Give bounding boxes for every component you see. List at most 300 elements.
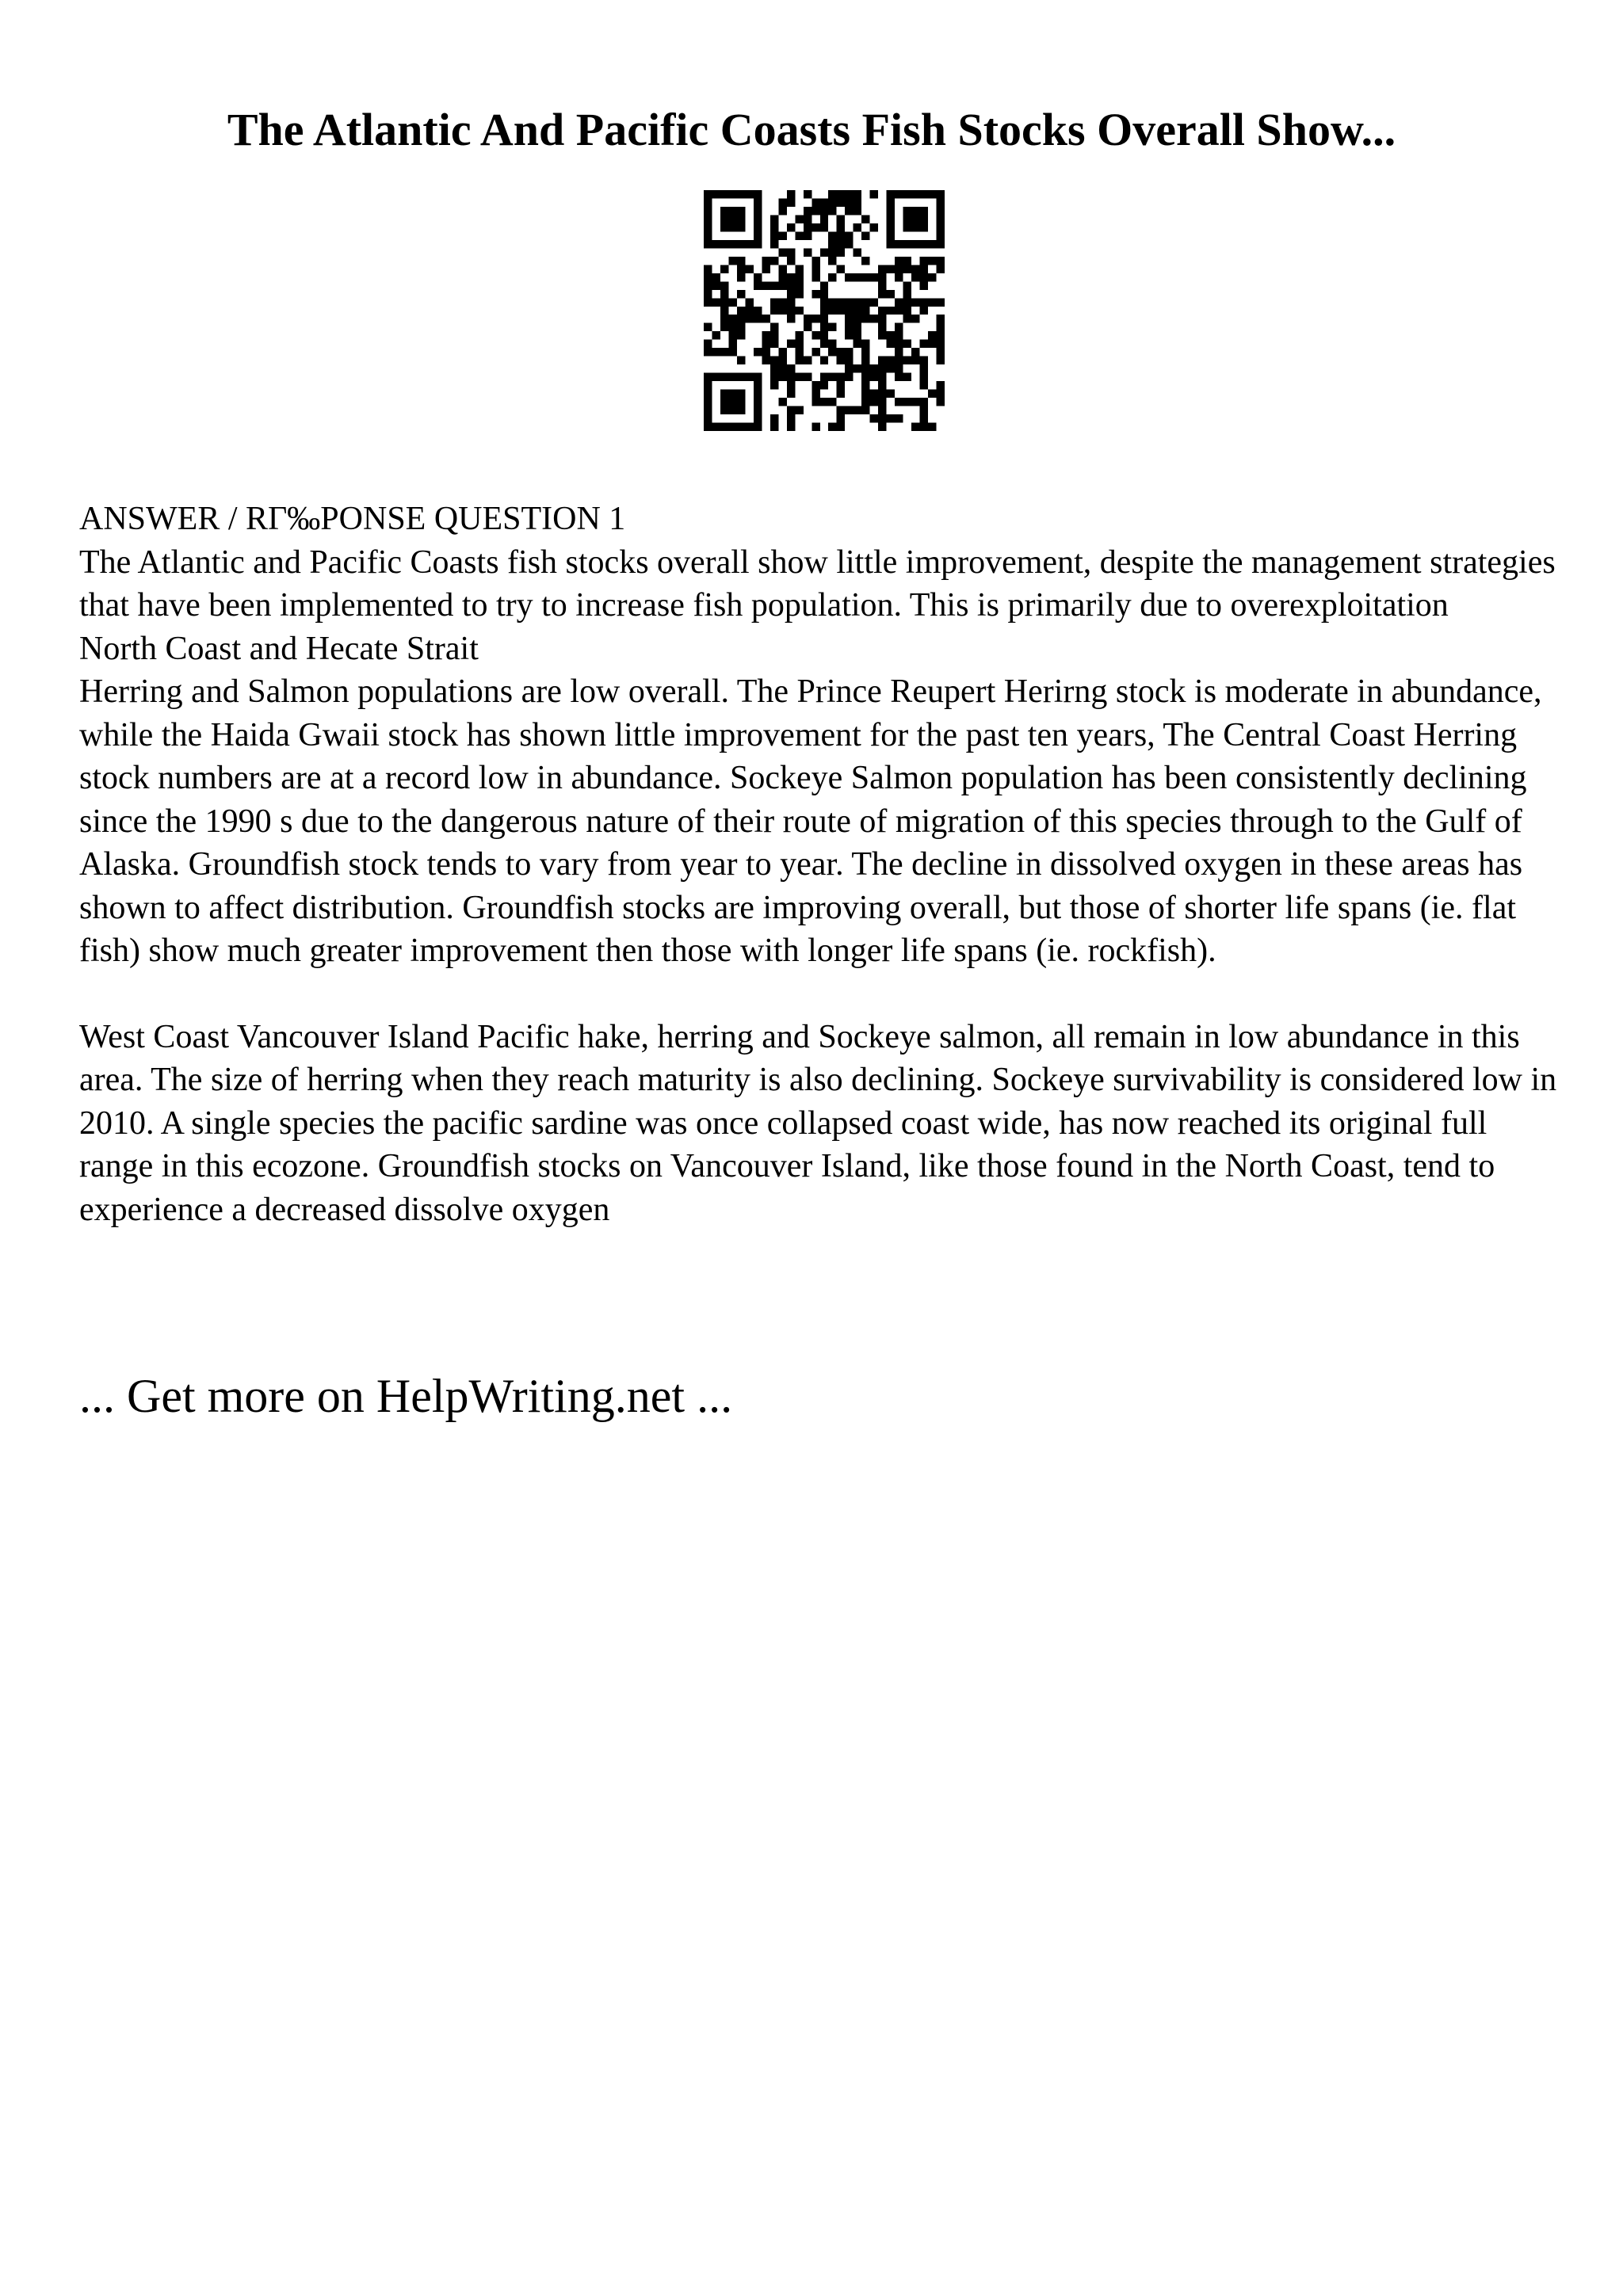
qr-module — [787, 190, 795, 198]
qr-module — [845, 331, 853, 339]
qr-module — [812, 290, 819, 298]
qr-module — [895, 348, 903, 356]
qr-module — [911, 315, 919, 322]
qr-module — [720, 223, 728, 231]
qr-module — [778, 373, 786, 381]
qr-module — [828, 231, 836, 239]
qr-module — [720, 315, 728, 322]
qr-module — [704, 215, 712, 223]
qr-module — [795, 231, 803, 239]
qr-module — [878, 273, 886, 281]
qr-module — [754, 315, 762, 322]
qr-module — [854, 323, 861, 331]
qr-module — [854, 298, 861, 306]
qr-module — [837, 357, 845, 364]
qr-module — [928, 423, 936, 431]
qr-module — [804, 323, 812, 331]
qr-module — [895, 265, 903, 273]
qr-module — [745, 307, 753, 315]
qr-module — [887, 290, 895, 298]
qr-module — [770, 340, 778, 348]
qr-module — [820, 248, 828, 256]
qr-module — [837, 348, 845, 356]
qr-module — [920, 240, 928, 248]
qr-module — [903, 298, 911, 306]
qr-module — [937, 323, 945, 331]
qr-module — [895, 331, 903, 339]
qr-module — [762, 281, 769, 289]
qr-module — [911, 398, 919, 406]
qr-module — [737, 331, 745, 339]
qr-module — [920, 273, 928, 281]
qr-module — [728, 207, 736, 215]
qr-module — [795, 273, 803, 281]
qr-module — [854, 340, 861, 348]
qr-module — [820, 381, 828, 389]
qr-module — [845, 231, 853, 239]
qr-module — [704, 423, 712, 431]
qr-module — [712, 273, 720, 281]
qr-module — [787, 315, 795, 322]
qr-code-graphic — [704, 190, 945, 431]
qr-module — [820, 281, 828, 289]
qr-module — [861, 357, 869, 364]
qr-module — [903, 398, 911, 406]
qr-module — [712, 240, 720, 248]
qr-module — [728, 215, 736, 223]
qr-module — [887, 414, 895, 422]
qr-module — [754, 414, 762, 422]
qr-module — [762, 315, 769, 322]
qr-module — [795, 331, 803, 339]
qr-module — [728, 340, 736, 348]
qr-module — [870, 414, 878, 422]
qr-module — [778, 281, 786, 289]
qr-module — [804, 190, 812, 198]
qr-module — [745, 190, 753, 198]
qr-module — [911, 348, 919, 356]
qr-module — [845, 357, 853, 364]
qr-module — [920, 398, 928, 406]
qr-module — [820, 198, 828, 206]
qr-module — [745, 265, 753, 273]
qr-module — [837, 198, 845, 206]
qr-module — [854, 223, 861, 231]
qr-module — [878, 323, 886, 331]
qr-module — [895, 273, 903, 281]
qr-module — [837, 215, 845, 223]
qr-module — [770, 364, 778, 372]
qr-module — [737, 423, 745, 431]
paragraph-gap — [79, 973, 1569, 1016]
qr-module — [895, 298, 903, 306]
qr-module — [728, 390, 736, 398]
qr-module — [787, 423, 795, 431]
qr-module — [820, 307, 828, 315]
qr-module — [812, 315, 819, 322]
qr-module — [704, 298, 712, 306]
qr-module — [861, 340, 869, 348]
qr-module — [812, 390, 819, 398]
qr-module — [937, 207, 945, 215]
qr-module — [937, 265, 945, 273]
qr-module — [937, 340, 945, 348]
qr-module — [903, 265, 911, 273]
qr-module — [887, 265, 895, 273]
qr-module — [854, 207, 861, 215]
qr-module — [812, 398, 819, 406]
qr-module — [911, 223, 919, 231]
qr-module — [903, 281, 911, 289]
qr-module — [778, 198, 786, 206]
qr-module — [878, 357, 886, 364]
qr-module — [920, 364, 928, 372]
qr-module — [712, 281, 720, 289]
qr-module — [787, 198, 795, 206]
qr-module — [728, 298, 736, 306]
qr-module — [754, 273, 762, 281]
qr-module — [737, 398, 745, 406]
qr-module — [861, 390, 869, 398]
page-title: The Atlantic And Pacific Coasts Fish Stocks Overall Show... — [227, 104, 1396, 155]
qr-module — [704, 373, 712, 381]
qr-module — [878, 423, 886, 431]
qr-module — [920, 257, 928, 265]
qr-module — [870, 364, 878, 372]
qr-module — [704, 265, 712, 273]
qr-module — [845, 364, 853, 372]
qr-module — [720, 190, 728, 198]
qr-module — [778, 348, 786, 356]
qr-module — [778, 248, 786, 256]
qr-module — [754, 190, 762, 198]
qr-module — [828, 348, 836, 356]
qr-module — [770, 307, 778, 315]
qr-module — [712, 190, 720, 198]
qr-module — [812, 348, 819, 356]
qr-module — [787, 281, 795, 289]
qr-module — [903, 223, 911, 231]
qr-module — [704, 207, 712, 215]
qr-module — [795, 290, 803, 298]
qr-module — [778, 307, 786, 315]
qr-module — [754, 207, 762, 215]
qr-module — [911, 265, 919, 273]
qr-module — [754, 390, 762, 398]
qr-module — [937, 381, 945, 389]
qr-module — [762, 348, 769, 356]
qr-module — [895, 190, 903, 198]
qr-module — [870, 223, 878, 231]
qr-module — [837, 381, 845, 389]
qr-module — [920, 265, 928, 273]
qr-module — [704, 390, 712, 398]
qr-module — [837, 423, 845, 431]
qr-module — [754, 307, 762, 315]
qr-module — [787, 248, 795, 256]
qr-code-icon[interactable] — [704, 190, 945, 431]
qr-module — [737, 240, 745, 248]
qr-module — [795, 215, 803, 223]
qr-module — [937, 348, 945, 356]
qr-module — [854, 331, 861, 339]
qr-module — [887, 331, 895, 339]
qr-module — [720, 298, 728, 306]
answer-body — [79, 498, 1569, 1231]
qr-module — [820, 357, 828, 364]
qr-module — [762, 331, 769, 339]
qr-module — [745, 315, 753, 322]
qr-module — [837, 223, 845, 231]
qr-module — [754, 223, 762, 231]
qr-module — [861, 398, 869, 406]
qr-module — [737, 406, 745, 414]
qr-module — [920, 223, 928, 231]
qr-module — [837, 231, 845, 239]
qr-module — [712, 331, 720, 339]
qr-module — [778, 357, 786, 364]
qr-module — [928, 190, 936, 198]
qr-module — [720, 406, 728, 414]
qr-module — [828, 190, 836, 198]
qr-module — [770, 331, 778, 339]
qr-module — [870, 298, 878, 306]
qr-module — [737, 290, 745, 298]
qr-module — [770, 231, 778, 239]
qr-module — [770, 298, 778, 306]
qr-module — [728, 398, 736, 406]
qr-module — [903, 315, 911, 322]
qr-module — [937, 231, 945, 239]
qr-module — [837, 248, 845, 256]
west-coast-paragraph: West Coast Vancouver Island Pacific hake, herring and Sockeye salmon, all remain in low abundance in this area. The size of herring when they reach maturity is also declining. Sockeye survivability is considered low in 2010. A single species the pacific sardine was once collapsed coast wide, has now reached its original full range in this ecozone. Groundfish stocks on Vancouver Island, like those found in the North Coast, tend to experience a decreased dissolve oxygen — [79, 1018, 1557, 1228]
qr-module — [728, 406, 736, 414]
qr-module — [737, 215, 745, 223]
section-heading: North Coast and Hecate Strait — [79, 630, 479, 667]
qr-module — [737, 265, 745, 273]
qr-module — [820, 323, 828, 331]
qr-module — [770, 414, 778, 422]
qr-module — [828, 373, 836, 381]
qr-module — [745, 373, 753, 381]
qr-module — [812, 257, 819, 265]
qr-module — [720, 348, 728, 356]
qr-module — [812, 207, 819, 215]
qr-module — [787, 414, 795, 422]
qr-module — [820, 373, 828, 381]
qr-module — [704, 273, 712, 281]
qr-module — [762, 257, 769, 265]
qr-module — [937, 357, 945, 364]
qr-module — [903, 373, 911, 381]
qr-module — [920, 307, 928, 315]
qr-module — [778, 265, 786, 273]
qr-module — [787, 364, 795, 372]
qr-module — [854, 198, 861, 206]
qr-module — [928, 340, 936, 348]
qr-module — [887, 364, 895, 372]
qr-module — [737, 190, 745, 198]
qr-module — [937, 315, 945, 322]
qr-module — [804, 248, 812, 256]
qr-module — [754, 198, 762, 206]
qr-module — [820, 340, 828, 348]
qr-module — [887, 390, 895, 398]
qr-module — [770, 240, 778, 248]
qr-module — [737, 223, 745, 231]
qr-module — [754, 398, 762, 406]
qr-module — [861, 298, 869, 306]
qr-module — [911, 207, 919, 215]
qr-module — [745, 298, 753, 306]
qr-module — [887, 215, 895, 223]
qr-module — [920, 190, 928, 198]
qr-module — [887, 307, 895, 315]
qr-module — [861, 257, 869, 265]
qr-module — [911, 423, 919, 431]
qr-module — [737, 357, 745, 364]
qr-module — [845, 323, 853, 331]
qr-module — [937, 190, 945, 198]
qr-module — [712, 298, 720, 306]
qr-module — [770, 257, 778, 265]
qr-module — [754, 240, 762, 248]
qr-module — [787, 381, 795, 389]
qr-module — [754, 281, 762, 289]
qr-module — [720, 240, 728, 248]
qr-module — [812, 223, 819, 231]
qr-module — [903, 307, 911, 315]
qr-module — [887, 357, 895, 364]
qr-module — [737, 390, 745, 398]
qr-module — [870, 190, 878, 198]
qr-module — [720, 215, 728, 223]
qr-module — [820, 207, 828, 215]
qr-module — [704, 348, 712, 356]
qr-module — [920, 423, 928, 431]
qr-module — [828, 323, 836, 331]
answer-heading: ANSWER / RГ‰PONSE QUESTION 1 — [79, 501, 626, 537]
qr-module — [812, 423, 819, 431]
qr-module — [878, 406, 886, 414]
qr-module — [837, 373, 845, 381]
qr-module — [937, 215, 945, 223]
qr-module — [911, 357, 919, 364]
qr-module — [887, 231, 895, 239]
qr-module — [787, 373, 795, 381]
intro-paragraph: The Atlantic and Pacific Coasts fish stocks overall show little improvement, despite the management strategies that have been implemented to try to increase fish population. This is primarily due to overexploitation — [79, 543, 1556, 624]
qr-module — [737, 315, 745, 322]
qr-module — [903, 215, 911, 223]
qr-module — [903, 357, 911, 364]
qr-module — [928, 390, 936, 398]
qr-module — [845, 207, 853, 215]
qr-module — [928, 331, 936, 339]
qr-module — [704, 240, 712, 248]
qr-module — [828, 423, 836, 431]
qr-module — [870, 390, 878, 398]
qr-module — [804, 215, 812, 223]
qr-module — [787, 298, 795, 306]
qr-module — [861, 231, 869, 239]
qr-module — [920, 207, 928, 215]
qr-module — [804, 207, 812, 215]
qr-module — [911, 215, 919, 223]
qr-module — [754, 406, 762, 414]
qr-module — [878, 364, 886, 372]
qr-module — [920, 298, 928, 306]
qr-module — [728, 315, 736, 322]
qr-module — [895, 373, 903, 381]
qr-module — [728, 323, 736, 331]
north-coast-paragraph: Herring and Salmon populations are low overall. The Prince Reupert Herirng stock is moderate in abundance, while the Haida Gwaii stock has shown little improvement for the past ten years, The Central Coast Herring stock numbers are at a record low in abundance. Sockeye Salmon population has been consistently declining since the 1990 s due to the dangerous nature of their route of migration of this species through to the Gulf of Alaska. Groundfish stock tends to vary from year to year. The decline in dissolved oxygen in these areas has shown to affect distribution. Groundfish stocks are improving overall, but those of shorter life spans (ie. flat fish) show much greater improvement then those with longer life spans (ie. rockfish). — [79, 673, 1542, 969]
qr-module — [845, 190, 853, 198]
qr-module — [920, 373, 928, 381]
qr-module — [837, 240, 845, 248]
qr-module — [812, 331, 819, 339]
qr-module — [754, 231, 762, 239]
qr-module — [828, 257, 836, 265]
get-more-link[interactable]: ... Get more on HelpWriting.net ... — [79, 1370, 733, 1422]
qr-module — [704, 414, 712, 422]
qr-module — [704, 281, 712, 289]
qr-module — [820, 215, 828, 223]
qr-module — [887, 223, 895, 231]
qr-module — [895, 257, 903, 265]
qr-module — [878, 390, 886, 398]
qr-module — [887, 190, 895, 198]
qr-module — [812, 381, 819, 389]
qr-module — [737, 257, 745, 265]
qr-module — [828, 207, 836, 215]
qr-module — [795, 406, 803, 414]
qr-module — [920, 381, 928, 389]
qr-module — [804, 223, 812, 231]
qr-module — [845, 307, 853, 315]
qr-module — [878, 307, 886, 315]
qr-module — [745, 240, 753, 248]
qr-module — [895, 364, 903, 372]
qr-module — [720, 323, 728, 331]
qr-module — [928, 273, 936, 281]
qr-module — [720, 398, 728, 406]
qr-module — [911, 190, 919, 198]
qr-module — [745, 423, 753, 431]
qr-module — [861, 373, 869, 381]
qr-module — [720, 423, 728, 431]
qr-module — [820, 331, 828, 339]
qr-module — [845, 315, 853, 322]
qr-module — [720, 207, 728, 215]
qr-module — [795, 348, 803, 356]
qr-module — [787, 340, 795, 348]
qr-module — [911, 273, 919, 281]
qr-module — [854, 307, 861, 315]
qr-module — [812, 265, 819, 273]
qr-module — [795, 373, 803, 381]
qr-module — [728, 257, 736, 265]
qr-module — [878, 398, 886, 406]
qr-module — [770, 357, 778, 364]
qr-module — [728, 373, 736, 381]
qr-module — [870, 398, 878, 406]
qr-module — [870, 315, 878, 322]
qr-module — [720, 373, 728, 381]
qr-module — [704, 190, 712, 198]
qr-module — [937, 257, 945, 265]
qr-module — [828, 248, 836, 256]
qr-module — [795, 307, 803, 315]
